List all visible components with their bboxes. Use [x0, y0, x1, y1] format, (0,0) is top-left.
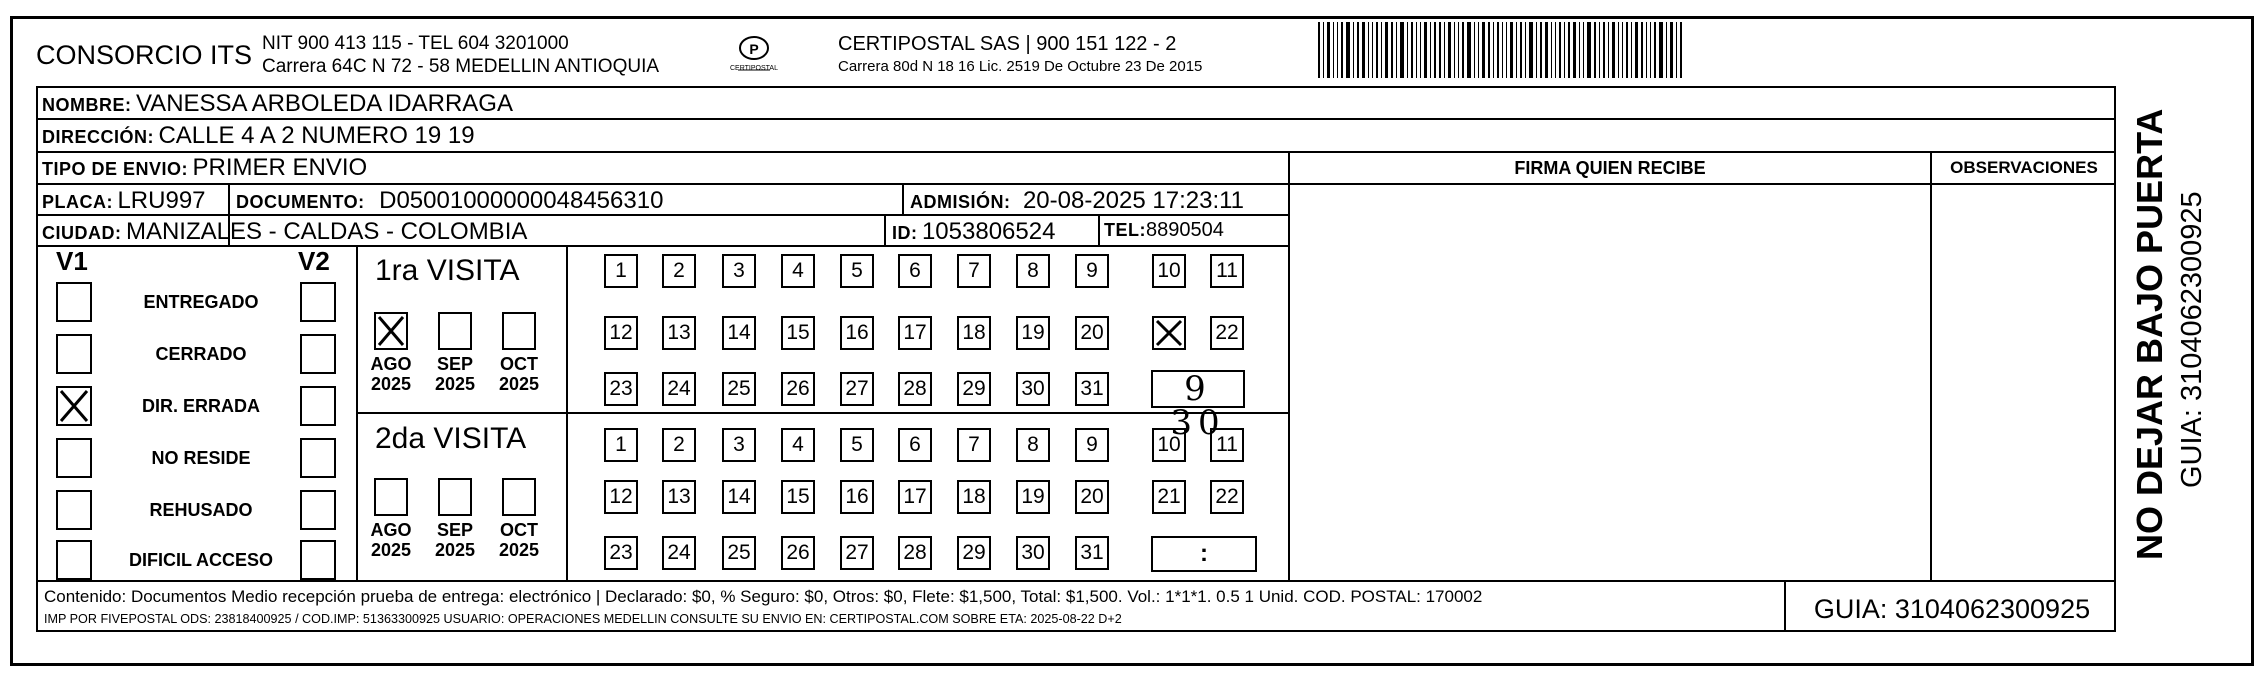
day-box[interactable]: 7: [957, 254, 991, 288]
postal-address: Carrera 80d N 18 16 Lic. 2519 De Octubre 23 De 2015: [838, 58, 1203, 75]
day-box[interactable]: 5: [840, 254, 874, 288]
admision-value: 20-08-2025 17:23:11: [1022, 187, 1245, 214]
nombre-row: [42, 90, 513, 118]
day-box[interactable]: 29: [957, 372, 991, 406]
tel-label: TEL:: [1104, 220, 1146, 240]
month-checkbox[interactable]: [374, 312, 408, 350]
status-option-label: CERRADO: [155, 344, 247, 364]
day-box[interactable]: 17: [898, 316, 932, 350]
status-option-label: DIR. ERRADA: [141, 396, 260, 416]
day-box[interactable]: 11: [1210, 428, 1244, 462]
day-box[interactable]: 10: [1152, 254, 1186, 288]
day-box[interactable]: 19: [1016, 480, 1050, 514]
month-checkbox[interactable]: [502, 312, 536, 350]
ciudad-cell: [42, 218, 527, 246]
day-box[interactable]: 16: [840, 480, 874, 514]
documento-label: DOCUMENTO:: [236, 192, 365, 212]
tel-cell: [1104, 219, 1224, 242]
day-box[interactable]: 8: [1016, 428, 1050, 462]
day-box[interactable]: 16: [840, 316, 874, 350]
day-box[interactable]: 20: [1075, 480, 1109, 514]
v2-checkbox[interactable]: [300, 282, 336, 322]
day-box[interactable]: 5: [840, 428, 874, 462]
certipostal-logo: [730, 32, 778, 78]
ciudad-label: CIUDAD:: [42, 223, 122, 243]
day-box[interactable]: 28: [898, 536, 932, 570]
day-box[interactable]: 25: [722, 372, 756, 406]
day-box[interactable]: 18: [957, 480, 991, 514]
day-box[interactable]: 13: [662, 480, 696, 514]
first-visit-time[interactable]: [1151, 369, 1245, 443]
month-checkbox[interactable]: [438, 478, 472, 516]
id-cell: [892, 218, 1055, 246]
v2-checkbox[interactable]: [300, 540, 336, 580]
day-box[interactable]: 1: [604, 254, 638, 288]
second-visit-title: 2da VISITA: [375, 422, 527, 455]
day-box[interactable]: 23: [604, 372, 638, 406]
month-year: 2025: [434, 374, 476, 394]
direccion-value: CALLE 4 A 2 NUMERO 19 19: [158, 122, 475, 149]
month-name: SEP: [436, 520, 474, 540]
month-label: [429, 354, 481, 394]
day-box[interactable]: 22: [1210, 480, 1244, 514]
month-label: [365, 354, 417, 394]
day-box[interactable]: 6: [898, 254, 932, 288]
month-label: [493, 354, 545, 394]
v2-checkbox[interactable]: [300, 386, 336, 426]
tipo-label: TIPO DE ENVIO:: [42, 159, 189, 179]
v1-label: V1: [56, 246, 88, 276]
documento-cell: [236, 187, 663, 215]
day-box[interactable]: 20: [1075, 316, 1109, 350]
placa-label: PLACA:: [42, 192, 113, 212]
status-option-label: DIFICIL ACCESO: [128, 550, 273, 570]
day-box[interactable]: 7: [957, 428, 991, 462]
first-visit-time-value: 9 30: [1170, 369, 1226, 443]
status-option-label: NO RESIDE: [151, 448, 251, 468]
day-box[interactable]: 15: [781, 480, 815, 514]
day-box[interactable]: 27: [840, 372, 874, 406]
day-box[interactable]: 9: [1075, 428, 1109, 462]
direccion-row: [42, 122, 475, 150]
day-box[interactable]: 27: [840, 536, 874, 570]
v2-label: V2: [298, 246, 330, 276]
barcode: [1318, 22, 1956, 78]
day-box[interactable]: 15: [781, 316, 815, 350]
day-box[interactable]: 24: [662, 372, 696, 406]
month-year: 2025: [434, 540, 476, 560]
footer-guia: GUIA: 3104062300925: [1813, 594, 2091, 624]
month-label: [365, 520, 417, 560]
day-box[interactable]: 19: [1016, 316, 1050, 350]
nombre-label: NOMBRE:: [42, 95, 132, 115]
admision-cell: [910, 187, 1244, 215]
day-box[interactable]: 24: [662, 536, 696, 570]
day-box[interactable]: 6: [898, 428, 932, 462]
day-box[interactable]: 4: [781, 428, 815, 462]
month-year: 2025: [498, 374, 540, 394]
day-box[interactable]: 11: [1210, 254, 1244, 288]
v1-checkbox[interactable]: [56, 334, 92, 374]
v2-checkbox[interactable]: [300, 490, 336, 530]
month-checkbox[interactable]: [374, 478, 408, 516]
logo-text: CERTIPOSTAL: [730, 65, 778, 72]
day-box[interactable]: 10: [1152, 428, 1186, 462]
company-name: CONSORCIO ITS: [36, 40, 253, 70]
footer-impresion: IMP POR FIVEPOSTAL ODS: 23818400925 / COD.IMP: 51363300925 USUARIO: OPERACIONES MEDELLIN CONSULTE SU ENVIO EN: CERTIPOSTAL.COM SOBRE ETA: 2025-08-22 D+2: [44, 612, 1122, 626]
month-name: SEP: [436, 354, 474, 374]
day-box[interactable]: 31: [1075, 536, 1109, 570]
day-box[interactable]: 30: [1016, 536, 1050, 570]
day-box[interactable]: 26: [781, 536, 815, 570]
month-year: 2025: [498, 540, 540, 560]
day-box[interactable]: 12: [604, 480, 638, 514]
status-option-label: REHUSADO: [149, 500, 253, 520]
firma-header: FIRMA QUIEN RECIBE: [1514, 158, 1706, 178]
v2-checkbox[interactable]: [300, 438, 336, 478]
svg-text:P: P: [749, 41, 759, 57]
placa-value: LRU997: [117, 187, 206, 214]
month-year: 2025: [370, 540, 412, 560]
month-label: [493, 520, 545, 560]
admision-label: ADMISIÓN:: [910, 192, 1011, 212]
day-box[interactable]: 30: [1016, 372, 1050, 406]
tel-value: 8890504: [1146, 219, 1224, 241]
day-box[interactable]: 23: [604, 536, 638, 570]
status-option-label: ENTREGADO: [143, 292, 259, 312]
month-name: AGO: [370, 520, 412, 540]
day-box[interactable]: 4: [781, 254, 815, 288]
v1-checkbox[interactable]: [56, 490, 92, 530]
month-name: OCT: [500, 354, 538, 374]
side-text: [2120, 84, 2230, 564]
day-box[interactable]: 2: [662, 254, 696, 288]
company-nit: NIT 900 413 115 - TEL 604 3201000: [262, 33, 569, 54]
day-box[interactable]: 8: [1016, 254, 1050, 288]
day-box[interactable]: 31: [1075, 372, 1109, 406]
first-visit-title: 1ra VISITA: [375, 254, 520, 287]
v1-checkbox[interactable]: [56, 282, 92, 322]
month-label: [429, 520, 481, 560]
ciudad-value: MANIZALES - CALDAS - COLOMBIA: [125, 218, 528, 245]
month-year: 2025: [370, 374, 412, 394]
id-value: 1053806524: [921, 218, 1056, 245]
day-box[interactable]: 26: [781, 372, 815, 406]
placa-cell: [42, 187, 206, 215]
direccion-label: DIRECCIÓN:: [42, 127, 154, 147]
documento-value: D05001000000048456310: [379, 187, 664, 214]
day-box[interactable]: 3: [722, 254, 756, 288]
day-box[interactable]: 12: [604, 316, 638, 350]
tipo-value: PRIMER ENVIO: [192, 154, 368, 181]
side-guia: GUIA: 3104062300925: [2176, 191, 2208, 488]
day-box[interactable]: 18: [957, 316, 991, 350]
tipo-row: [42, 154, 367, 182]
v1-checkbox[interactable]: [56, 540, 92, 580]
side-warning: NO DEJAR BAJO PUERTA: [2129, 108, 2170, 560]
v2-checkbox[interactable]: [300, 334, 336, 374]
day-box[interactable]: 13: [662, 316, 696, 350]
postal-name: CERTIPOSTAL SAS | 900 151 122 - 2: [838, 33, 1177, 55]
second-visit-time-value: :: [1200, 540, 1208, 567]
v1-checkbox[interactable]: [56, 386, 92, 426]
second-visit-time[interactable]: [1151, 536, 1257, 572]
month-name: AGO: [370, 354, 412, 374]
company-address: Carrera 64C N 72 - 58 MEDELLIN ANTIOQUIA: [262, 56, 660, 77]
month-name: OCT: [500, 520, 538, 540]
day-box[interactable]: 14: [722, 480, 756, 514]
day-box[interactable]: 3: [722, 428, 756, 462]
month-checkbox[interactable]: [502, 478, 536, 516]
observaciones-header: OBSERVACIONES: [1950, 158, 2098, 177]
day-box[interactable]: 17: [898, 480, 932, 514]
day-box[interactable]: 2: [662, 428, 696, 462]
day-box[interactable]: 28: [898, 372, 932, 406]
day-box[interactable]: [1152, 316, 1186, 350]
month-checkbox[interactable]: [438, 312, 472, 350]
day-box[interactable]: 9: [1075, 254, 1109, 288]
nombre-value: VANESSA ARBOLEDA IDARRAGA: [135, 90, 513, 117]
day-box[interactable]: 25: [722, 536, 756, 570]
day-box[interactable]: 22: [1210, 316, 1244, 350]
day-box[interactable]: 21: [1152, 480, 1186, 514]
day-box[interactable]: 1: [604, 428, 638, 462]
day-box[interactable]: 14: [722, 316, 756, 350]
day-box[interactable]: 29: [957, 536, 991, 570]
id-label: ID:: [892, 223, 918, 243]
footer-contenido: Contenido: Documentos Medio recepción prueba de entrega: electrónico | Declarado: $0, % Seguro: $0, Otros: $0, Flete: $1,500, Total: $1,500. Vol.: 1*1*1. 0.5 1 Unid. COD. POSTAL: 170002: [44, 587, 1483, 606]
v1-checkbox[interactable]: [56, 438, 92, 478]
